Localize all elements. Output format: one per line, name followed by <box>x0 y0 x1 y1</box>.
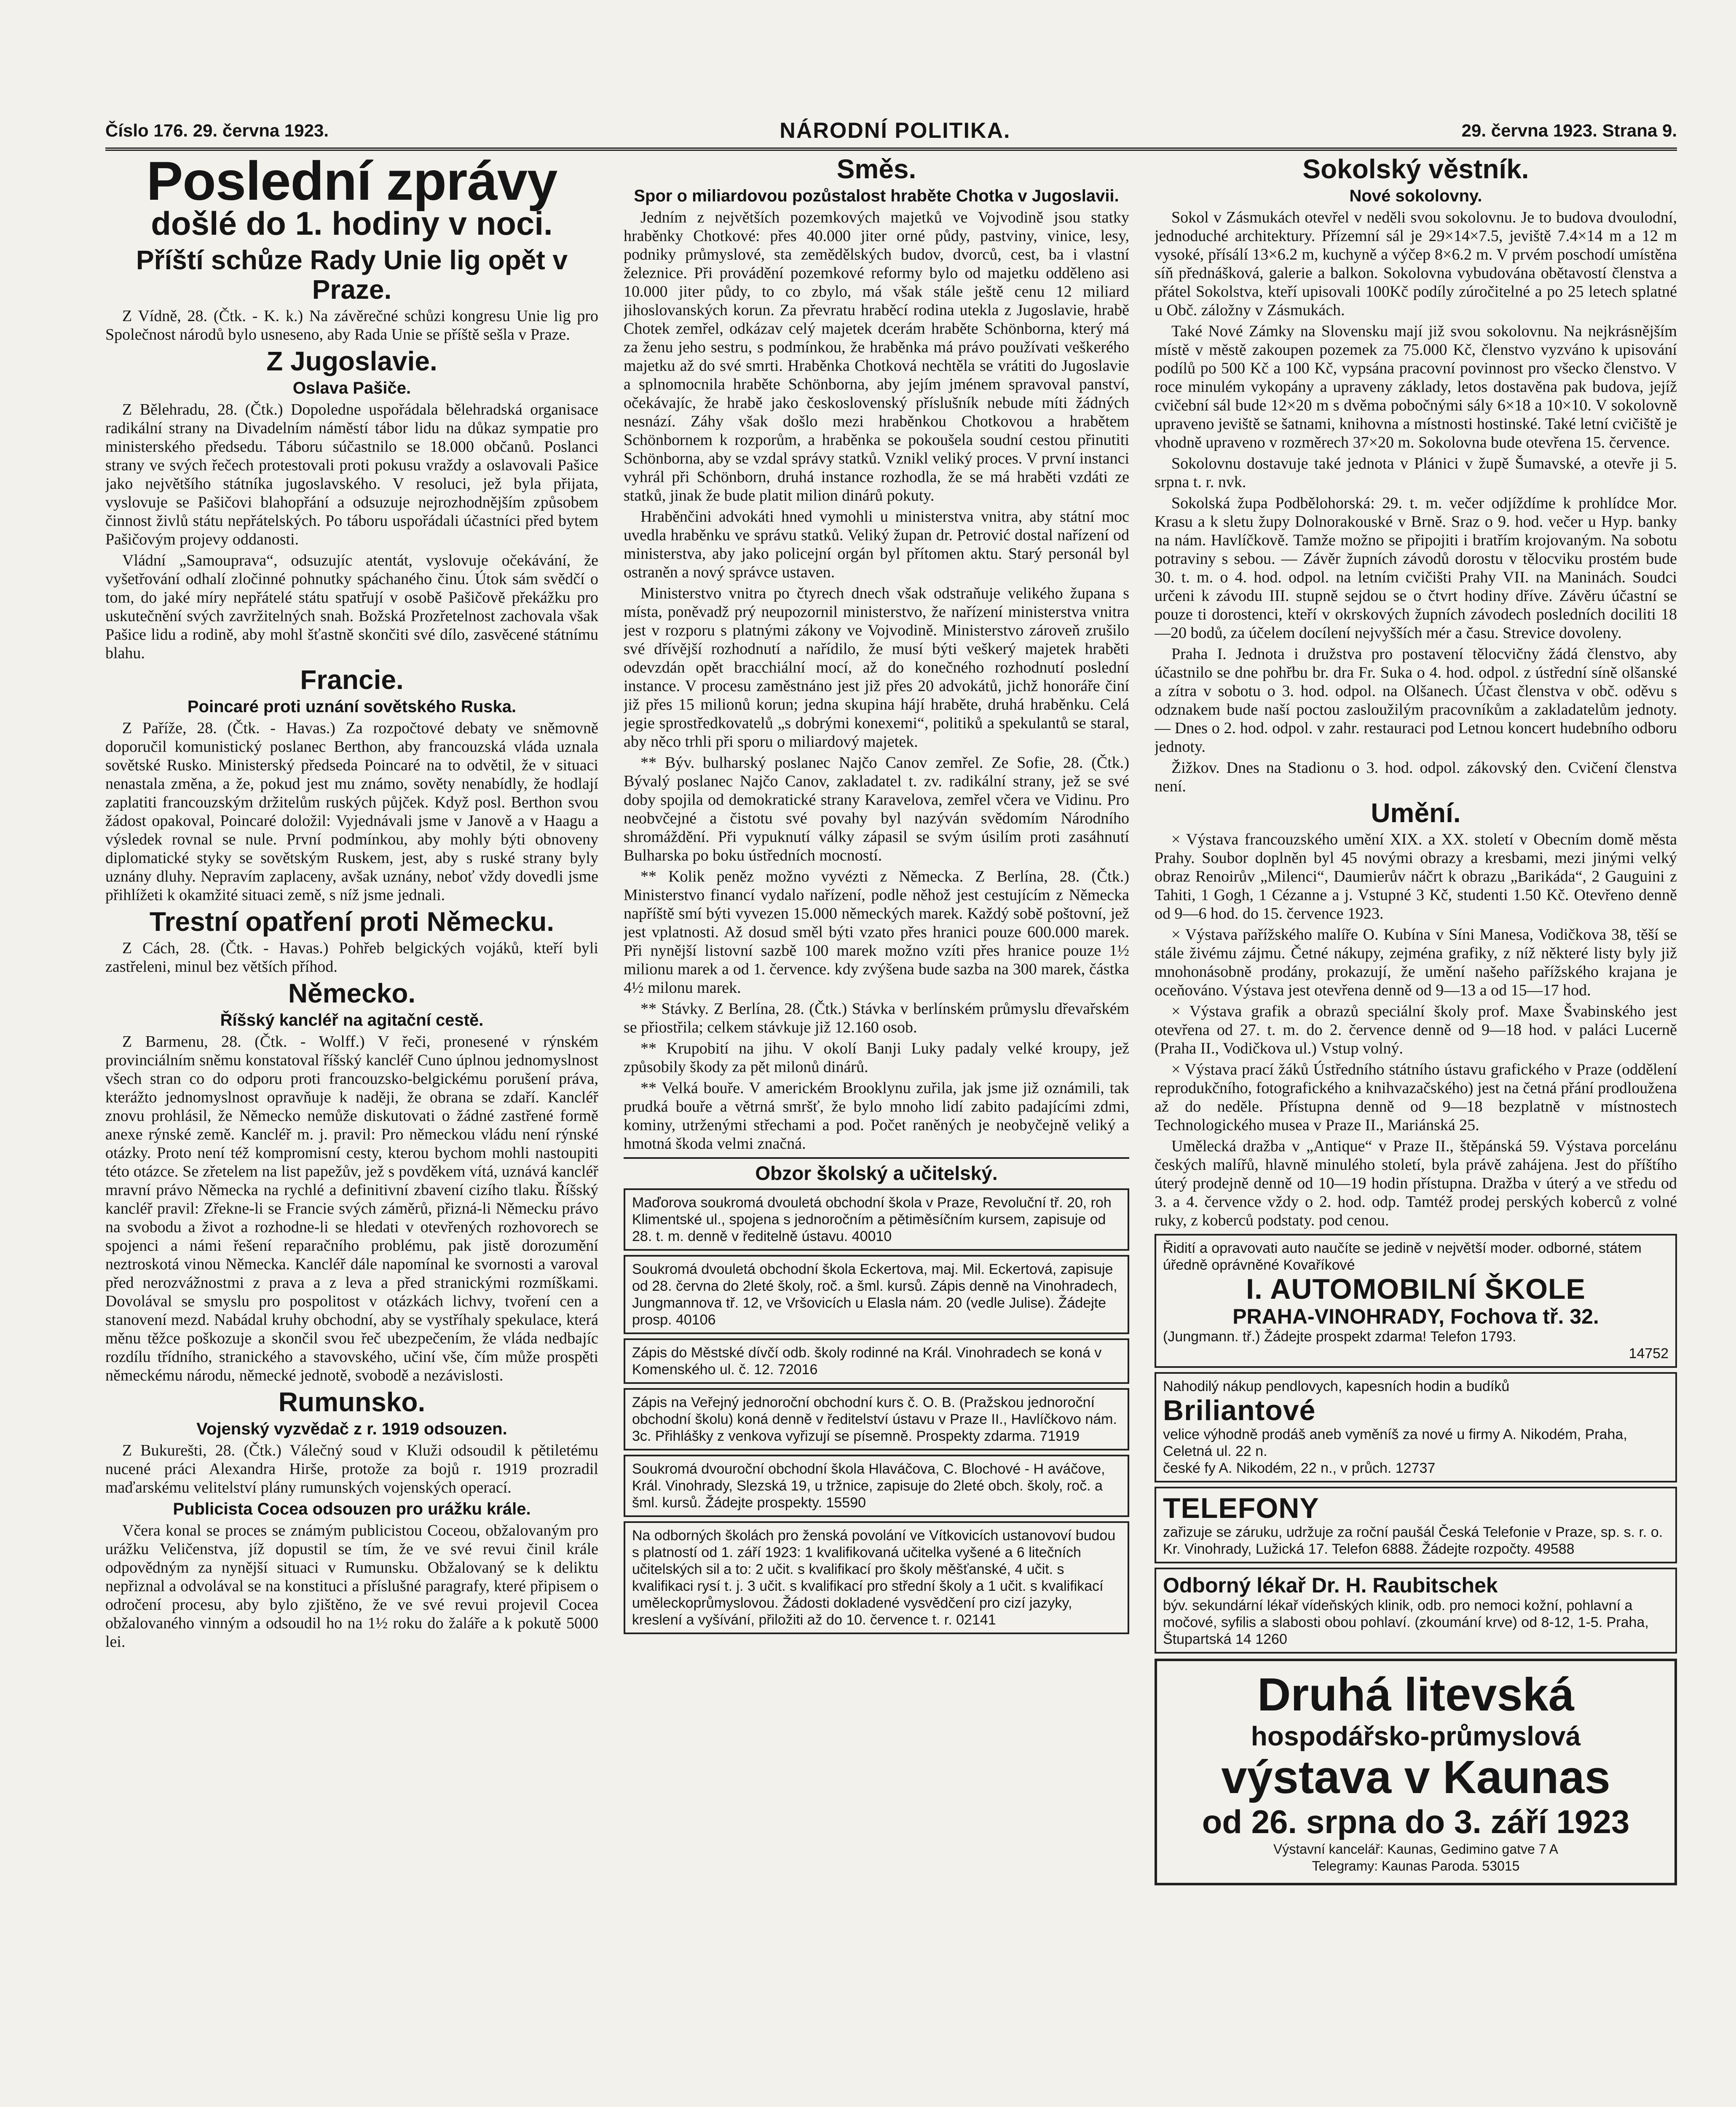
ad-text: (Jungmann. tř.) Žádejte prospekt zdarma! Telefon 1793. <box>1163 1329 1516 1345</box>
page-number: 29. června 1923. Strana 9. <box>1461 121 1677 140</box>
ad-doctor <box>1155 1568 1677 1654</box>
school-ad-1 <box>624 1188 1129 1251</box>
school-ad-text: Zápis do Městské dívčí odb. školy rodinné na Král. Vinohradech se koná v Komenského ul. č. 12. 72016 <box>632 1345 1102 1378</box>
article-planice: Sokolovnu dostavuje také jednota v Plánici v župě Šumavské, a otevře ji 5. srpna t. r. nvk. <box>1155 455 1677 491</box>
article-antique-auction: Umělecká dražba v „Antique“ v Praze II., štěpánská 59. Výstava porcelánu českých malířů, hlavně minulého století, byla právě zahájena. Jest do příštího úterý prodejně denně od 10—19 hodin přístupna. Dražba v úterý a ve středu od 3. a 4. července vždy o 2. hod. odp. Tamtéž prodej perských koberců z volné ruky, z koberců podstaty. pod cenou. <box>1155 1137 1677 1229</box>
school-ad-4 <box>624 1388 1129 1450</box>
ad-number: 14752 <box>1629 1346 1669 1362</box>
article-storm: ** Velká bouře. V americkém Brooklynu zuřila, jak jsme již oznámili, tak prudká bouře a větrná smršť, že bylo mnoho lidí zabito padajícími zdmi, kominy, utrženými střechami a pod. Počet raněných je neobyčejně veliký a hmotná škoda velmi značná. <box>624 1079 1129 1153</box>
heading-france: Francie. <box>300 665 404 695</box>
article-chotek-3: Ministerstvo vnitra po čtyrech dnech však odstraňuje velikého župana s místa, poněvadž prý neupozornil ministerstvo, že nařízení ministerstva vnitra jest v rozporu s platnými zákony ve Vojvodině. Ministerstvo zároveň zrušilo své dřívější rozhodnutí a nařídilo, že musí býti veškerý majetek hraběti odevzdán opět bracchiální mocí, až do konečného rozhodnutí poslední instance. V procesu zaměstnáno jest již přes 20 advokátů, jichž honoráře činí již přes 15 milionů korun; jedna skupina hájí hraběte, druhá hraběnku. Celá jegie sprostředkovatelů „s dobrými konexemi“, politiků a spekulantů se staral, aby něco trhli při sporu o miliardový majetek. <box>624 584 1129 751</box>
issue-number: Číslo 176. 29. června 1923. <box>105 121 329 140</box>
subheading-chotek: Spor o miliardovou pozůstalost hraběte Chotka v Jugoslavii. <box>634 187 1119 205</box>
article-kubin: × Výstava pařížského malíře O. Kubína v Síni Manesa, Vodičkova 38, těší se stále živému zájmu. Četné nákupy, zejména grafiky, z níž některé listy byly již mnohonásobně prodány, prokazují, že umění našeho pařížského krajana je oceňováno. Výstava jest otevřena denně od 9—13 a od 15—17 hod. <box>1155 926 1677 999</box>
ad-text: zařizuje se záruku, udržuje za roční paušál Česká Telefonie v Praze, sp. s. r. o. Kr. Vinohrady, Lužická 17. Telefon 6888. Žádejte rozpočty. 49588 <box>1163 1524 1663 1557</box>
article-nove-zamky: Také Nové Zámky na Slovensku mají již svou sokolovnu. Na nejkrásnějším místě v městě zakoupen pozemek za 75.000 Kč, členstvo vyzváno k upisování podílů po 500 Kč a 100 Kč, vypsána pracovní povinnost pro všecko členstvo. V roce minulém vykopány a upraveny základy, letos dostavěna pak budova, jejíž cvičební sál bude 12×20 m s dvěma pobočnými sály 6×18 a 10×10. V sokolovně upraveno jeviště se šatnami, knihovna a místnosti hostinské. Také letní cvičiště je vhodně upraveno v rozměrech 37×20 m. Sokolovna bude otevřena 15. července. <box>1155 322 1677 451</box>
article-cocea: Včera konal se proces se známým publicistou Coceou, obžalovaným pro urážku Veličenstva, jíž dopustil se tím, že ve své revui činil krále odpovědným za nynější situaci v Rumunsku. Obžalovaný se k deliktu nepřiznal a odvolával se na konstituci a příslušné paragrafy, které připisem o odročení procesu, aby bylo zjištěno, že ve své revui projevil Cocea obžalovaného vinným a odsoudil ho na 1½ roku do žaláře a k pokutě 5000 lei. <box>105 1522 598 1651</box>
article-money-export: ** Kolik peněz možno vyvézti z Německa. Z Berlína, 28. (Čtk.) Ministerstvo financí vydalo nařízení, podle něhož jest cestujícím z Německa napříště smí býti vyvezen 15.000 německých marek. Každý sobě poštovní, jež jest vplatnosti. Až dosud směl býti vzato přes hranici pouze 600.000 marek. Při nynější listovní sazbě 100 marek možno vzíti přes hranice pouze 1½ milionu marek a od 1. července. kdy zvýšena bude sazba na 300 marek, částka 4½ milonu marek. <box>624 868 1129 997</box>
columns <box>105 152 1677 2107</box>
headline-latest-news-sub: došlé do 1. hodiny v noci. <box>151 205 553 242</box>
article-zizkov: Žižkov. Dnes na Stadionu o 3. hod. odpol. zákovský den. Cvičení členstva není. <box>1155 759 1677 795</box>
subheading-spy: Vojenský vyzvědač z r. 1919 odsouzen. <box>196 1420 507 1438</box>
school-ad-text: Soukromá dvouletá obchodní škola Eckertova, maj. Mil. Eckertová, zapisuje od 28. června do 2leté školy, roč. a šml. kursů. Zápis denně na Vinohradech, Jungmannova tř. 12, ve Vršovicích u Elasla nám. 20 (vedle Julise). Žádejte prosp. 40106 <box>632 1261 1117 1328</box>
school-ad-6 <box>624 1521 1129 1634</box>
ad-title: I. AUTOMOBILNÍ ŠKOLE <box>1246 1273 1586 1305</box>
subheading-poincare: Poincaré proti uznání sovětského Ruska. <box>187 697 517 716</box>
heading-germany: Německo. <box>288 978 416 1008</box>
school-ad-5 <box>624 1455 1129 1517</box>
column-1 <box>105 152 598 2107</box>
ad-text: býv. sekundární lékař vídeňských klinik, odb. pro nemoci kožní, pohlavní a močové, syfilis a slabosti obou pohlaví. (zkoumání krve) od 8-12, 1-5. Praha, Štupartská 14 1260 <box>1163 1598 1649 1647</box>
article-graphic-institute: × Výstava prací žáků Ústředního státního ústavu grafického v Praze (oddělení reprodukčního, fotografického a knihvazačského) jest na četná přání prodloužena až do neděle. Přístupna denně od 9—18 bezplatně v místnostech Technologického musea v Praze II., Mariánská 25. <box>1155 1061 1677 1134</box>
heading-miscellany: Směs. <box>836 154 916 184</box>
article-pasic-1: Z Bělehradu, 28. (Čtk.) Dopoledne uspořádala bělehradská organisace radikální strany na Divadelním náměstí tábor lidu na důkaz sympatie pro ministerského předsedu. Táboru súčastnilo se 18.000 občanů. Poslanci strany ve svých řečech protestovali proti pokusu vraždy a oslavovali Pašice jako největšího státníka jugoslavského. V resoluci, jež byla přijata, vyslovuje se Pašičovi blahopřání a odsuzuje nejrozhodnějším způsobem činnost živlů státu nepřátelských. Po táboru uspořádali účastníci před bytem Pašičovým projevy oddanosti. <box>105 401 598 548</box>
ad-text: Nahodilý nákup pendlovych, kapesních hodin a budíků <box>1163 1378 1510 1394</box>
heading-union-leagues: Příští schůze Rady Unie lig opět v Praze. <box>136 245 568 305</box>
ad-dates: od 26. srpna do 3. září 1923 <box>1202 1803 1630 1840</box>
divider <box>624 1157 1129 1159</box>
article-chotek-2: Hraběnčini advokáti hned vymohli u ministerstva vnitra, aby státní moc uvedla hraběnku ve správu statků. Veliký župan dr. Petrović dostal nařízení od ministerstva, aby jako policejní orgán byl přítomen aktu. Starý personál byl ostraněn a nový správce ustaven. <box>624 508 1129 581</box>
ad-lithuania-exhibition <box>1155 1659 1677 1885</box>
article-canov: ** Býv. bulharský poslanec Najčo Canov zemřel. Ze Sofie, 28. (Čtk.) Bývalý poslanec Najčo Canov, zakladatel t. zv. radikální strany, jež se své doby spojila od demokratické strany Karavelova, zemřel včera ve Vidinu. Pro neobvčejné a čistotu své povahy byl nazýván svědomím Národního shromáždění. Při vypuknutí války zápasil se svým úsilím proti zasáhnutí Bulharska po boku ústředních mocností. <box>624 754 1129 864</box>
ad-title: Odborný lékař Dr. H. Raubitschek <box>1163 1574 1498 1597</box>
ad-address: PRAHA-VINOHRADY, Fochova tř. 32. <box>1232 1305 1599 1328</box>
school-ad-text: Maďorova soukromá dvouletá obchodní škola v Praze, Revoluční tř. 20, roh Klimentské ul., spojena s jednoročním a pětiměsíčním kursem, zapisuje od 28. t. m. denně v ředitelně ústavu. 40010 <box>632 1195 1112 1244</box>
school-ad-2 <box>624 1255 1129 1334</box>
masthead <box>105 114 1677 151</box>
ad-title: Briliantové <box>1163 1394 1316 1426</box>
ad-text: velice výhodně prodáš aneb vyměníš za nové u firmy A. Nikodém, Praha, Celetná ul. 22 n. <box>1163 1426 1627 1459</box>
school-ad-text: Soukromá dvouroční obchodní škola Hlaváčova, C. Blochové - H aváčove, Král. Vinohrady, Slezská 19, u tržnice, zapisuje do 2leté obch. školy, roč. a šml. kursů. Žádejte prospekty. 15590 <box>632 1461 1105 1511</box>
article-spy: Z Bukurešti, 28. (Čtk.) Válečný soud v Kluži odsoudil k pětiletému nucené práci Alexandra Hirše, protože za bojů r. 1919 prozradil maďarskému velitelství plány rumunských vojenských operací. <box>105 1442 598 1496</box>
ad-text: české fy A. Nikodém, 22 n., v průch. 12737 <box>1163 1460 1436 1476</box>
school-ad-text: Zápis na Veřejný jednoroční obchodní kurs č. O. B. (Pražskou jednoroční obchodní školu) koná denně v ředitelství ústavu v Praze II., Havlíčkovo nám. 3c. Přihlášky z venkova vyřizují se písemně. Prospekty zdarma. 71919 <box>632 1394 1117 1444</box>
article-strikes: ** Stávky. Z Berlína, 28. (Čtk.) Stávka v berlínském průmyslu dřevařském se přiostřila; celkem stávkuje již 12.160 osob. <box>624 1000 1129 1036</box>
subheading-new-halls: Nové sokolovny. <box>1349 187 1482 205</box>
ad-diamonds <box>1155 1372 1677 1482</box>
newspaper-title: NÁRODNÍ POLITIKA. <box>780 118 1011 143</box>
ad-subtitle: hospodářsko-průmyslová <box>1251 1721 1581 1751</box>
article-union-leagues: Z Vídně, 28. (Čtk. - K. k.) Na závěrečné schůzi kongresu Unie lig pro Společnost národů bylo usneseno, aby Rada Unie se příště sešla v Praze. <box>105 307 598 343</box>
heading-sokol: Sokolský věstník. <box>1302 154 1529 184</box>
ad-text: Výstavní kancelář: Kaunas, Gedimino gatve 7 A <box>1273 1842 1558 1857</box>
column-3 <box>1155 152 1677 2107</box>
ad-text: Řidití a opravovati auto naučíte se jedině v největší moder. odborné, státem úředně oprávněné Kovaříkové <box>1163 1240 1642 1273</box>
article-svabinsky: × Výstava grafik a obrazů speciální školy prof. Maxe Švabinského jest otevřena od 27. t. m. do 2. července denně od 9—18 hod. v paláci Lucerně (Praha II., Vodičkova ul.) Vstup volný. <box>1155 1003 1677 1057</box>
article-french-art: × Výstava francouzského umění XIX. a XX. století v Obecním domě města Prahy. Soubor doplněn byl 45 novými obrazy a kresbami, mezi jinými velký obraz Renoirův „Milenci“, Daumierův náčrt k obrazu „Barikáda“, 2 Gauguini z Tahiti, 1 Gogh, 1 Cézanne a j. Vstupné 3 Kč, studenti 1.50 Kč. Otevřeno denně od 9—6 hod. do 15. července 1923. <box>1155 831 1677 922</box>
article-chotek-1: Jedním z největších pozemkových majetků ve Vojvodině jsou statky hraběnky Chotkové: přes 40.000 jiter orné půdy, pastviny, vinice, lesy, podniky průmyslové, sta zemědělských budov, dvorců, cest, ba i vlastní železnice. Při provádění pozemkové reformy bylo od majetku odděleno asi 10.000 jiter půdy, to co zbylo, má však stále ještě cenu 12 miliard jihoslovanských korun. Za převratu hraběcí rodina utekla z Jugoslavie, hrabě Chotek zemřel, odkázav celý majetek dcerám hraběte Schönborna, který má za ženu jeho sestru, s podmínkou, že hraběnka má právo používati veškerého majetku až do své smrti. Hraběnka Chotková nechtěla se vrátiti do Jugoslavie a splnomocnila hraběte Schönborna, aby jejím jménem spravoval panství, očekávajíc, že hrabě jako československý příslušník nebude míti žádných nesnází. Záhy však došlo mezi hraběnkou Chotkovou a hrabětem Schönbornem k rozporům, a hraběnka se pokoušela soudní cestou přinutiti Schönborna, aby se vzdal správy statků. Vznikl veliký proces. V první instanci vyhrál při Schönborn, druhá instance rozhodla, že se má hraběti vzdáti ze statků, jinak že bude platit milion dinárů pokuty. <box>624 209 1129 504</box>
column-2 <box>624 152 1129 2107</box>
article-aachen: Z Cách, 28. (Čtk. - Havas.) Pohřeb belgických vojáků, kteří byli zastřeleni, minul bez větších příhod. <box>105 939 598 976</box>
subheading-chancellor: Říšský kancléř na agitační cestě. <box>220 1011 484 1029</box>
school-ad-text: Na odborných školách pro ženská povolání ve Vítkovicích ustanovoví budou s platností od 1. září 1923: 1 kvalifikovaná učitelka vyšené a 6 litečních učitelských sil a to: 2 učit. s kvalifikací pro školy měšťanské, 4 učit. s kvalifikaci rysí t. j. 3 učit. s kvalifikací pro střední školy a 1 učit. s kvalifikací uměleckoprůmyslovou. Žádosti dokladené vysvědčení pro cizí jazyky, kreslení a vyšívání, přiložiti až do 10. července t. r. 02141 <box>632 1528 1116 1628</box>
heading-school: Obzor školský a učitelský. <box>755 1162 998 1184</box>
ad-title: TELEFONY <box>1163 1492 1319 1524</box>
article-praha-1: Praha I. Jednota i družstva pro postavení tělocvičny žádá členstvo, aby účastnilo se dne pohřbu br. dra Fr. Suka o 4. hod. odpol. z ústřední síně olšanské a zítra v sobotu o 3. hod. odpol. na Olšanech. Účast členstva v obč. oděvu s odznakem bude naší poctou zasloužilým pracovníkům a zakladatelům jednoty. — Dnes o 2. hod. odpol. v zahr. restauraci pod Letnou koncert hudebního odboru jednoty. <box>1155 645 1677 756</box>
heading-art: Umění. <box>1371 798 1461 828</box>
article-podbelohorska: Sokolská župa Podbělohorská: 29. t. m. večer odjíždíme k prohlídce Mor. Krasu a k sletu župy Dolnorakouské v Brně. Sraz o 9. hod. večer u Hyp. banky na nám. Havlíčkově. Tamže možno se připojiti i bratřím krojovaným. Na sobotu potraviny s sebou. — Závěr župních závodů dorostu v tělocviku prostém bude 30. t. m. o 4. hod. odpol. na letním cvičišti Prahy VII. na Maninách. Soudci určeni k závodu III. stupně sejdou se o čtvrt hodiny dříve. Závěru účastní se pouze ti dorostenci, kteří v okrskových župních závodech posledních dociliti 18—20 bodů, za účelem docílení nejvyšších mér a času. Strevice dovoleny. <box>1155 494 1677 642</box>
article-zasmuky: Sokol v Zásmukách otevřel v neděli svou sokolovnu. Je to budova dvoulodní, jednoduché architektury. Přízemní sál je 29×14×7.5, jeviště 7.4×14 m a 12 m vysoké, přísálí 13×6.2 m, kuchyně a výčep 8×6.2 m. V prvém poschodí umístěna síň přednášková, galerie a balkon. Sokolovna vybudována obětavostí členstva a přátel Sokolstva, kteří upisovali 100Kč podíly zúročitelné a po 25 letech splatné u Obč. záložny v Zásmukách. <box>1155 209 1677 319</box>
article-pasic-2: Vládní „Samouprava“, odsuzujíc atentát, vyslovuje očekávání, že vyšetřování odhalí zločinné pohnutky spáchaného činu. Útok sám svědčí o tom, do jaké míry nepřátelé státu spatřují v osobě Pašičově překážku pro uskutečnění svých zavržitelných snah. Božská Prozřetelnost zachovala však Pašice lidu a rodině, aby mohl šťastně skončiti své dílo, zasvěcené státnímu blahu. <box>105 552 598 662</box>
article-hail: ** Krupobití na jihu. V okolí Banji Luky padaly velké kroupy, jež způsobily škody za pět milonů dinárů. <box>624 1040 1129 1076</box>
ad-text: Telegramy: Kaunas Paroda. 53015 <box>1312 1858 1520 1874</box>
article-chancellor: Z Barmenu, 28. (Čtk. - Wolff.) V řeči, pronesené v rýnském provinciálním sněmu konstatoval říšský kancléř Cuno úplnou jednomyslnost všech stran co do odporu proti francouzsko-belgickému porušení práva, kterážto jednomyslnost opravňuje k naději, že obrana se zdaří. Kancléř znovu prohlásil, že Německo nemůže diskutovati o žádné zastřené formě anexe rýnské země. Kancléř m. j. pravil: Pro německou vládu není rýnské otázky. Proto není též kompromisní cesty, kterou bychom mohli nastoupiti této otázce. Se zřetelem na list papežův, jež s povděkem vítá, uznává kancléř mravní právo Německa na rychlé a definitivní zbavení cizího tlaku. Říšský kancléř pravil: Zřekne-li se Francie svých záměrů, přizná-li Německu právo na svobodu a život a rozhodne-li se hledati v otevřených rozhovorech se spojenci a námi řešení reparačního problému, pak jistě dorozumění neztroskotá vinou Německa. Kancléř dále napomínal ke svornosti a varoval před nerozvážnostmi z prava a z leva a před stranickými rozmíškami. Dovolával se smyslu pro pospolitost v otázkách lichvy, tvoření cen a stanovení mezd. Nabádal kruhy obchodní, aby se vystříhaly spekulace, která měnu těžce poškozuje a skončil svou řeč ubezpečením, že vláda nedbajíc rozdílu třídního, stranického a stavovského, učiní vše, čím může prospěti německému národu, německé jednotě, svobodě a nezávislosti. <box>105 1033 598 1384</box>
article-poincare: Z Paříže, 28. (Čtk. - Havas.) Za rozpočtové debaty ve sněmovně doporučil komunistický poslanec Berthon, aby francouzská vláda uznala sovětské Rusko. Ministerský předseda Poincaré na to odvětil, že v situaci nenastala změna, a že, pokud jest mu známo, sověty nenabídly, že hodlají zaplatiti francouzským držitelům ruských půjček. Když posl. Berthon svou žádost opakoval, Poincaré doložil: Vyjednávali jsme v Janově a v Haagu a výsledek rovnal se nule. První podmínkou, aby mohly býti obnoveny diplomatické styky se sovětským Ruskem, jest, aby s ruské strany byly uznány dluhy. Nepravím zaplaceny, avšak uznány, neboť vždy dovedli jsme přihlížeti k okamžité situaci země, s níž jsme jednali. <box>105 719 598 904</box>
ad-title: výstava v Kaunas <box>1221 1751 1610 1803</box>
ad-telephones <box>1155 1487 1677 1563</box>
ad-title: Druhá litevská <box>1257 1669 1574 1721</box>
subheading-cocea: Publicista Cocea odsouzen pro urážku krále. <box>173 1500 531 1518</box>
ad-driving-school <box>1155 1234 1677 1368</box>
school-ad-3 <box>624 1338 1129 1384</box>
subheading-pasic: Oslava Pašiče. <box>292 379 411 397</box>
headline-latest-news: Poslední zprávy <box>146 152 557 212</box>
heading-romania: Rumunsko. <box>278 1387 426 1417</box>
heading-penal-measures: Trestní opatření proti Německu. <box>149 906 555 937</box>
heading-yugoslavia: Z Jugoslavie. <box>266 346 437 376</box>
